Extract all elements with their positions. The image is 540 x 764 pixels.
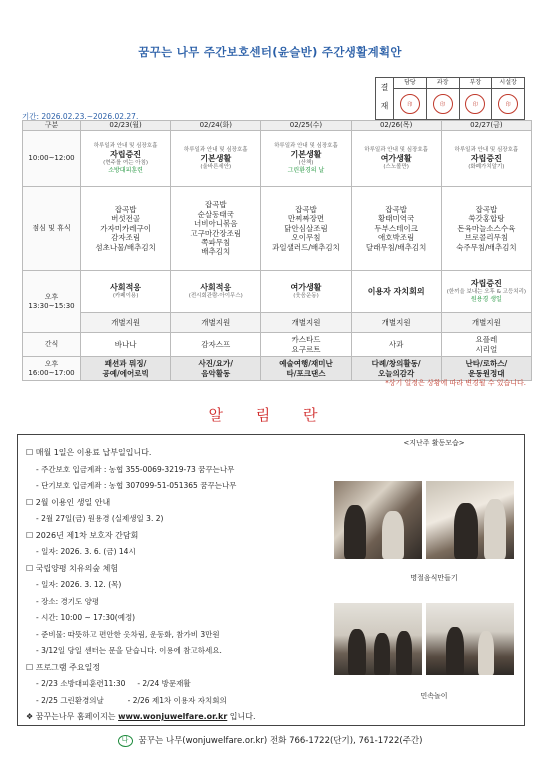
schedule-cell: 이용자 자치회의 bbox=[351, 271, 441, 313]
notice-detail: - 준비물: 따뜻하고 편안한 옷차림, 운동화, 참가비 3만원 bbox=[36, 629, 220, 639]
weekly-schedule-table bbox=[22, 120, 532, 381]
approval-role: 시설장 bbox=[492, 78, 524, 89]
notice-detail: - 일자: 2026. 3. 12. (목) bbox=[36, 580, 122, 589]
homepage-line: ❖ 꿈꾸는나무 홈페이지는 www.wonjuwelfare.or.kr 입니다. bbox=[26, 712, 256, 721]
activity-photo bbox=[426, 481, 514, 559]
lunch-menu: 잡곡밥 순살동태국 너비아니볶음 고구마간장조림 쪽파무침 배추김치 bbox=[171, 187, 261, 271]
table-header-row bbox=[23, 121, 532, 131]
notice-item: ☐ 2026년 제1차 보호자 간담회 bbox=[26, 530, 139, 540]
table-row bbox=[23, 271, 532, 313]
activity-photo bbox=[334, 481, 422, 559]
seal-stamp-icon: 印 bbox=[498, 94, 518, 114]
time-label: 오후 16:00~17:00 bbox=[23, 357, 81, 381]
notice-list bbox=[26, 445, 326, 726]
activity-cell: 다례/창의활동/ 오늘의감각 bbox=[351, 357, 441, 381]
footer-contact: 꿈꾸는 나무(wonjuwelfare.or.kr) 전화 766-1722(단기), 761-1722(주간) bbox=[138, 736, 423, 746]
notice-detail: - 2/23 소방대피훈련11:30 - 2/24 방문재활 bbox=[36, 679, 191, 688]
center-logo-icon: 나 bbox=[118, 735, 133, 747]
notice-detail: - 단기보호 입금계좌 : 농협 307099-51-051365 꿈꾸는나무 bbox=[36, 481, 237, 490]
seal-stamp-icon: 印 bbox=[400, 94, 420, 114]
column-header: 02/25(수) bbox=[261, 121, 351, 131]
activity-photo-panel bbox=[324, 435, 524, 725]
table-row bbox=[23, 333, 532, 357]
page-title: 꿈꾸는 나무 주간보호센터(윤슬반) 주간생활계획안 bbox=[138, 45, 402, 59]
notice-box bbox=[17, 434, 525, 726]
support-cell: 개별지원 bbox=[81, 313, 171, 333]
lunch-menu: 잡곡밥 버섯전골 가자미카레구이 감자조림 섬초나물/배추김치 bbox=[81, 187, 171, 271]
time-label: 점심 및 휴식 bbox=[23, 187, 81, 271]
approval-role: 부장 bbox=[460, 78, 492, 89]
schedule-cell: 하루일과 안내 및 심장호흡 자립증진 (화폐가치알기) bbox=[441, 131, 531, 187]
notice-detail: - 2/25 그린환경의날 - 2/26 제1차 이용자 자치회의 bbox=[36, 695, 227, 705]
schedule-cell: 하루일과 안내 및 심장호흡 기본생활 (산책) 그린환경의 날 bbox=[261, 131, 351, 187]
schedule-cell: 자립증진 (한끼을 보내는 오후 & 고등치리) 원용경 생일 bbox=[441, 271, 531, 313]
activity-cell: 사진/요가/ 음악활동 bbox=[171, 357, 261, 381]
table-row bbox=[23, 187, 532, 271]
activity-cell: 예술여행/재미난 타/포크댄스 bbox=[261, 357, 351, 381]
seal-stamp-icon: 印 bbox=[433, 94, 453, 114]
lunch-menu: 잡곡밥 만찌짜장면 닭안심살조림 오이무침 과일샐러드/배추김치 bbox=[261, 187, 351, 271]
notice-item: ☐ 국립양평 치유의숲 체험 bbox=[26, 563, 119, 573]
schedule-cell: 하루일과 안내 및 심장호흡 여가생활 (스노볼만) bbox=[351, 131, 441, 187]
seal-stamp-icon: 印 bbox=[465, 94, 485, 114]
homepage-link[interactable]: www.wonjuwelfare.or.kr bbox=[118, 712, 228, 721]
schedule-cell: 하루일과 안내 및 심장호흡 자립증진 (현주를 여는 아침) 소방대피훈련 bbox=[81, 131, 171, 187]
activity-photo bbox=[334, 603, 422, 675]
approval-box bbox=[375, 77, 525, 120]
activity-cell: 난타/로하스/ 운동원정대 bbox=[441, 357, 531, 381]
approval-role: 과장 bbox=[427, 78, 459, 89]
support-cell: 개별지원 bbox=[441, 313, 531, 333]
notice-title: 알 림 란 bbox=[208, 406, 332, 424]
column-header: 02/24(화) bbox=[171, 121, 261, 131]
column-header: 02/27(금) bbox=[441, 121, 531, 131]
support-cell: 개별지원 bbox=[171, 313, 261, 333]
snack-cell: 감자스프 bbox=[171, 333, 261, 357]
schedule-period: 기간: 2026.02.23.~2026.02.27. bbox=[22, 112, 139, 121]
notice-detail: - 일자: 2026. 3. 6. (금) 14시 bbox=[36, 547, 136, 556]
lunch-menu: 잡곡밥 황태미역국 두부스테이크 애호박조림 달래무침/배추김치 bbox=[351, 187, 441, 271]
time-label: 오후 13:30~15:30 bbox=[23, 271, 81, 333]
photo-caption: 민속놀이 bbox=[420, 692, 448, 700]
footer bbox=[0, 734, 540, 747]
table-row bbox=[23, 357, 532, 381]
photo-panel-heading: <지난주 활동모습> bbox=[403, 439, 465, 447]
notice-detail: - 주간보호 입금계좌 : 농협 355-0069-3219-73 꿈꾸는나무 bbox=[36, 464, 235, 474]
notice-detail: - 시간: 10:00 ~ 17:30(예정) bbox=[36, 613, 136, 622]
lunch-menu: 잡곡밥 쑥갓홍합탕 돈육마늘소스수육 브로콜리무침 숙주무침/배추김치 bbox=[441, 187, 531, 271]
schedule-cell: 사회적응 (전시회관람-아이무스) bbox=[171, 271, 261, 313]
notice-item: ☐ 프로그램 주요일정 bbox=[26, 662, 101, 672]
column-header: 02/26(목) bbox=[351, 121, 441, 131]
notice-detail: - 3/12일 당일 센터는 문을 닫습니다. 이용에 참고하세요. bbox=[36, 646, 222, 655]
notice-item: ☐ 매월 1일은 이용료 납부일입니다. bbox=[26, 448, 152, 457]
time-label: 10:00~12:00 bbox=[23, 131, 81, 187]
column-header: 구분 bbox=[23, 121, 81, 131]
table-row bbox=[23, 131, 532, 187]
activity-photo bbox=[426, 603, 514, 675]
snack-cell: 요플레 시리얼 bbox=[441, 333, 531, 357]
notice-detail: - 2월 27일(금) 원용경 (실제생일 3. 2) bbox=[36, 514, 164, 523]
schedule-note: *상기 일정은 상황에 따라 변경될 수 있습니다. bbox=[385, 379, 526, 387]
schedule-cell: 사회적응 (카페이용) bbox=[81, 271, 171, 313]
column-header: 02/23(월) bbox=[81, 121, 171, 131]
snack-cell: 사과 bbox=[351, 333, 441, 357]
time-label: 간식 bbox=[23, 333, 81, 357]
schedule-cell: 하루일과 안내 및 심장호흡 기본생활 (울바른세안) bbox=[171, 131, 261, 187]
support-cell: 개별지원 bbox=[351, 313, 441, 333]
schedule-cell: 여가생활 (웃음운동) bbox=[261, 271, 351, 313]
notice-item: ☐ 2월 이용인 생일 안내 bbox=[26, 497, 111, 507]
snack-cell: 바나나 bbox=[81, 333, 171, 357]
table-row bbox=[23, 313, 532, 333]
snack-cell: 카스타드 요구르트 bbox=[261, 333, 351, 357]
photo-caption: 명절음식만들기 bbox=[410, 574, 458, 582]
notice-detail: - 장소: 경기도 양평 bbox=[36, 596, 100, 606]
approval-role: 담당 bbox=[394, 78, 426, 89]
approval-label: 결 재 bbox=[376, 78, 394, 119]
support-cell: 개별지원 bbox=[261, 313, 351, 333]
activity-cell: 패션과 뭐징/ 공예/에어로빅 bbox=[81, 357, 171, 381]
